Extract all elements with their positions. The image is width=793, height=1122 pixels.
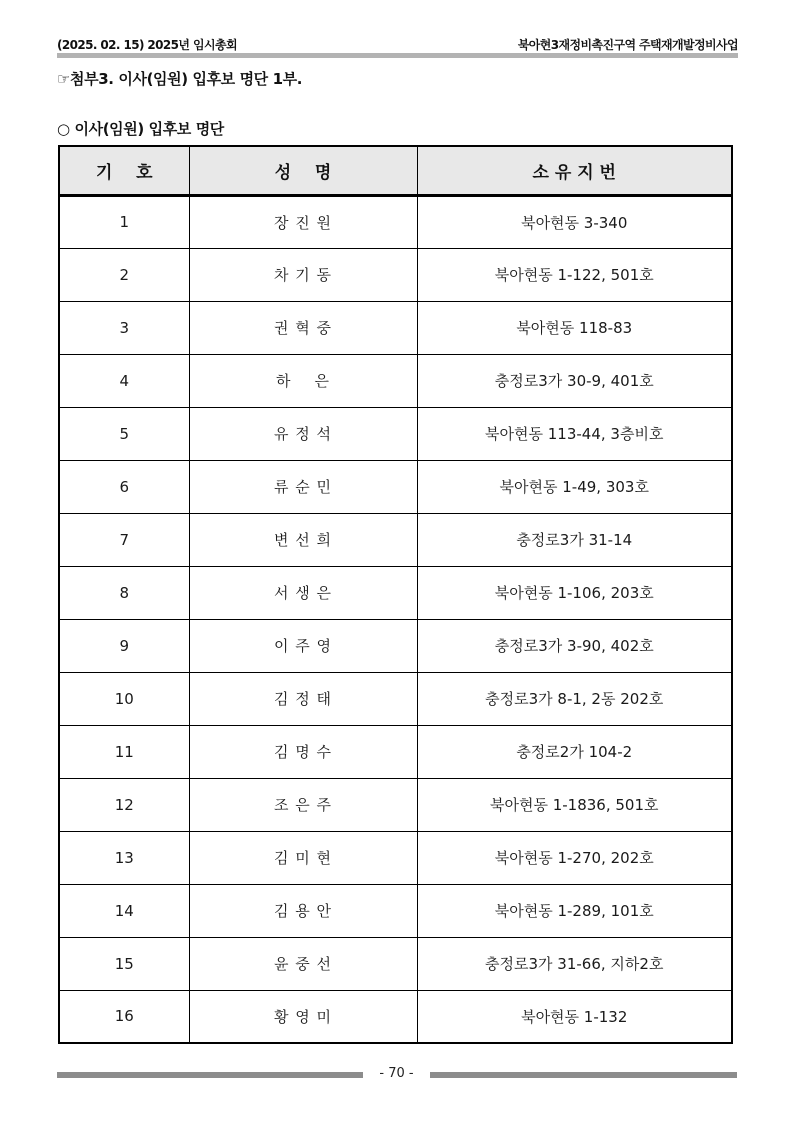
table-row xyxy=(59,725,732,778)
cell-name: 류 순 민 xyxy=(189,460,417,513)
page-header xyxy=(57,36,738,52)
cell-number: 4 xyxy=(59,354,189,407)
cell-name: 김 미 현 xyxy=(189,831,417,884)
table-row xyxy=(59,937,732,990)
table-row xyxy=(59,407,732,460)
cell-address: 북아현동 1-1836, 501호 xyxy=(417,778,732,831)
cell-name: 변 선 희 xyxy=(189,513,417,566)
table-row xyxy=(59,301,732,354)
cell-name: 김 용 안 xyxy=(189,884,417,937)
cell-name: 조 은 주 xyxy=(189,778,417,831)
cell-address: 충정로3가 30-9, 401호 xyxy=(417,354,732,407)
cell-address: 북아현동 1-122, 501호 xyxy=(417,248,732,301)
cell-address: 충정로3가 3-90, 402호 xyxy=(417,619,732,672)
cell-number: 10 xyxy=(59,672,189,725)
table-row xyxy=(59,354,732,407)
cell-name: 차 기 동 xyxy=(189,248,417,301)
cell-address: 북아현동 1-49, 303호 xyxy=(417,460,732,513)
candidate-table xyxy=(58,145,733,1044)
cell-name: 김 정 태 xyxy=(189,672,417,725)
cell-name: 황 영 미 xyxy=(189,990,417,1043)
header-meeting-info: (2025. 02. 15) 2025년 임시총회 xyxy=(57,38,237,52)
cell-address: 북아현동 113-44, 3층비호 xyxy=(417,407,732,460)
cell-name: 서 생 은 xyxy=(189,566,417,619)
cell-number: 14 xyxy=(59,884,189,937)
cell-name: 윤 중 선 xyxy=(189,937,417,990)
section-title: ○ 이사(임원) 입후보 명단 xyxy=(57,120,224,138)
cell-address: 북아현동 1-106, 203호 xyxy=(417,566,732,619)
column-header-name: 성 명 xyxy=(189,146,417,195)
table-row xyxy=(59,513,732,566)
cell-number: 8 xyxy=(59,566,189,619)
cell-address: 충정로2가 104-2 xyxy=(417,725,732,778)
header-divider xyxy=(57,53,738,58)
header-project-name: 북아현3재정비촉진구역 주택재개발정비사업 xyxy=(517,38,738,52)
table-body xyxy=(59,195,732,1043)
table-row xyxy=(59,195,732,248)
table-header-row xyxy=(59,146,732,195)
table-row xyxy=(59,566,732,619)
table-row xyxy=(59,248,732,301)
cell-address: 북아현동 1-132 xyxy=(417,990,732,1043)
footer-bar-right xyxy=(430,1072,737,1078)
footer-bar-left xyxy=(57,1072,363,1078)
cell-name: 장 진 원 xyxy=(189,195,417,248)
table-row xyxy=(59,672,732,725)
cell-number: 16 xyxy=(59,990,189,1043)
cell-address: 북아현동 118-83 xyxy=(417,301,732,354)
cell-number: 12 xyxy=(59,778,189,831)
table-row xyxy=(59,460,732,513)
cell-number: 7 xyxy=(59,513,189,566)
cell-number: 1 xyxy=(59,195,189,248)
table-row xyxy=(59,990,732,1043)
cell-address: 충정로3가 31-66, 지하2호 xyxy=(417,937,732,990)
cell-number: 3 xyxy=(59,301,189,354)
attachment-title: ☞첨부3. 이사(임원) 입후보 명단 1부. xyxy=(57,70,302,88)
table-row xyxy=(59,778,732,831)
cell-address: 충정로3가 8-1, 2동 202호 xyxy=(417,672,732,725)
cell-number: 2 xyxy=(59,248,189,301)
table-row xyxy=(59,884,732,937)
cell-name: 이 주 영 xyxy=(189,619,417,672)
cell-number: 11 xyxy=(59,725,189,778)
cell-address: 충정로3가 31-14 xyxy=(417,513,732,566)
cell-address: 북아현동 1-289, 101호 xyxy=(417,884,732,937)
table-row xyxy=(59,619,732,672)
column-header-number: 기 호 xyxy=(59,146,189,195)
cell-number: 13 xyxy=(59,831,189,884)
cell-name: 유 정 석 xyxy=(189,407,417,460)
column-header-address: 소 유 지 번 xyxy=(417,146,732,195)
cell-name: 권 혁 중 xyxy=(189,301,417,354)
cell-address: 북아현동 3-340 xyxy=(417,195,732,248)
table-row xyxy=(59,831,732,884)
cell-name: 김 명 수 xyxy=(189,725,417,778)
cell-number: 9 xyxy=(59,619,189,672)
page-number: - 70 - xyxy=(379,1066,414,1081)
cell-name: 하 은 xyxy=(189,354,417,407)
cell-number: 15 xyxy=(59,937,189,990)
cell-number: 6 xyxy=(59,460,189,513)
cell-number: 5 xyxy=(59,407,189,460)
cell-address: 북아현동 1-270, 202호 xyxy=(417,831,732,884)
